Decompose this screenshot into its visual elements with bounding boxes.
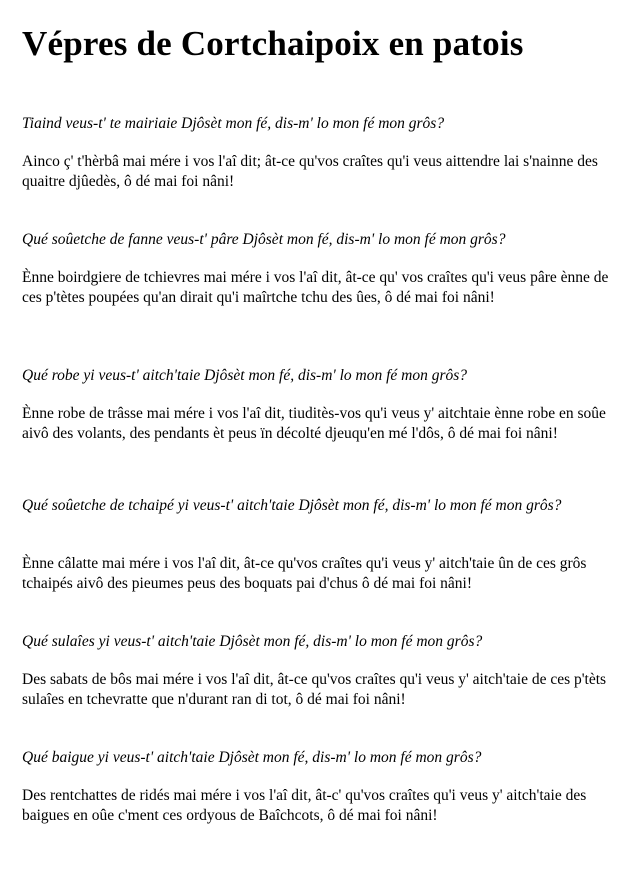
stanza-answer: Ainco ç' t'hèrbâ mai mére i vos l'aî dit; ât-ce qu'vos craîtes qu'i veus aittendre lai s'nainne des quaitre djûedès, ô dé mai foi nâni!: [22, 153, 598, 190]
stanza-answer: Ènne boirdgiere de tchievres mai mére i vos l'aî dit, ât-ce qu' vos craîtes qu'i veus pâre ènne de ces p'tètes poupées qu'an dirait qu'i maîrtche tchu des ûes, ô dé mai foi nâni!: [22, 269, 609, 306]
stanza-question: Qué sulaîes yi veus-t' aitch'taie Djôsèt mon fé, dis-m' lo mon fé mon grôs?: [22, 633, 483, 650]
stanza-question: Tiaind veus-t' te mairiaie Djôsèt mon fé, dis-m' lo mon fé mon grôs?: [22, 115, 445, 132]
stanza-answer: Ènne robe de trâsse mai mére i vos l'aî dit, tiuditès-vos qu'i veus y' aitchtaie ènne robe en soûe aivô des volants, des pendants èt peus ïn décolté djeuqu'en mé l'dôs, ô dé mai foi nâni!: [22, 405, 606, 442]
document-title: Vépres de Cortchaipoix en patois: [22, 24, 524, 63]
stanza-question: Qué baigue yi veus-t' aitch'taie Djôsèt mon fé, dis-m' lo mon fé mon grôs?: [22, 749, 482, 766]
stanza-answer: Ènne câlatte mai mére i vos l'aî dit, ât-ce qu'vos craîtes qu'i veus y' aitch'taie ûn de ces grôs tchaipés aivô des pieumes peus des boquats pai d'chus ô dé mai foi nâni!: [22, 555, 587, 592]
stanza-question: Qué soûetche de fanne veus-t' pâre Djôsèt mon fé, dis-m' lo mon fé mon grôs?: [22, 231, 506, 248]
stanza-answer: Des sabats de bôs mai mére i vos l'aî dit, ât-ce qu'vos craîtes qu'i veus y' aitch'taie de ces p'tèts sulaîes en tchevratte que n'durant ran di tot, ô dé mai foi nâni!: [22, 671, 607, 708]
stanza-answer: Des rentchattes de ridés mai mére i vos l'aî dit, ât-c' qu'vos craîtes qu'i veus y' aitch'taie des baigues en oûe c'ment ces ordyous de Baîchcots, ô dé mai foi nâni!: [22, 787, 587, 824]
stanza-question: Qué robe yi veus-t' aitch'taie Djôsèt mon fé, dis-m' lo mon fé mon grôs?: [22, 367, 468, 384]
stanza-question: Qué soûetche de tchaipé yi veus-t' aitch'taie Djôsèt mon fé, dis-m' lo mon fé mon grôs?: [22, 497, 562, 514]
